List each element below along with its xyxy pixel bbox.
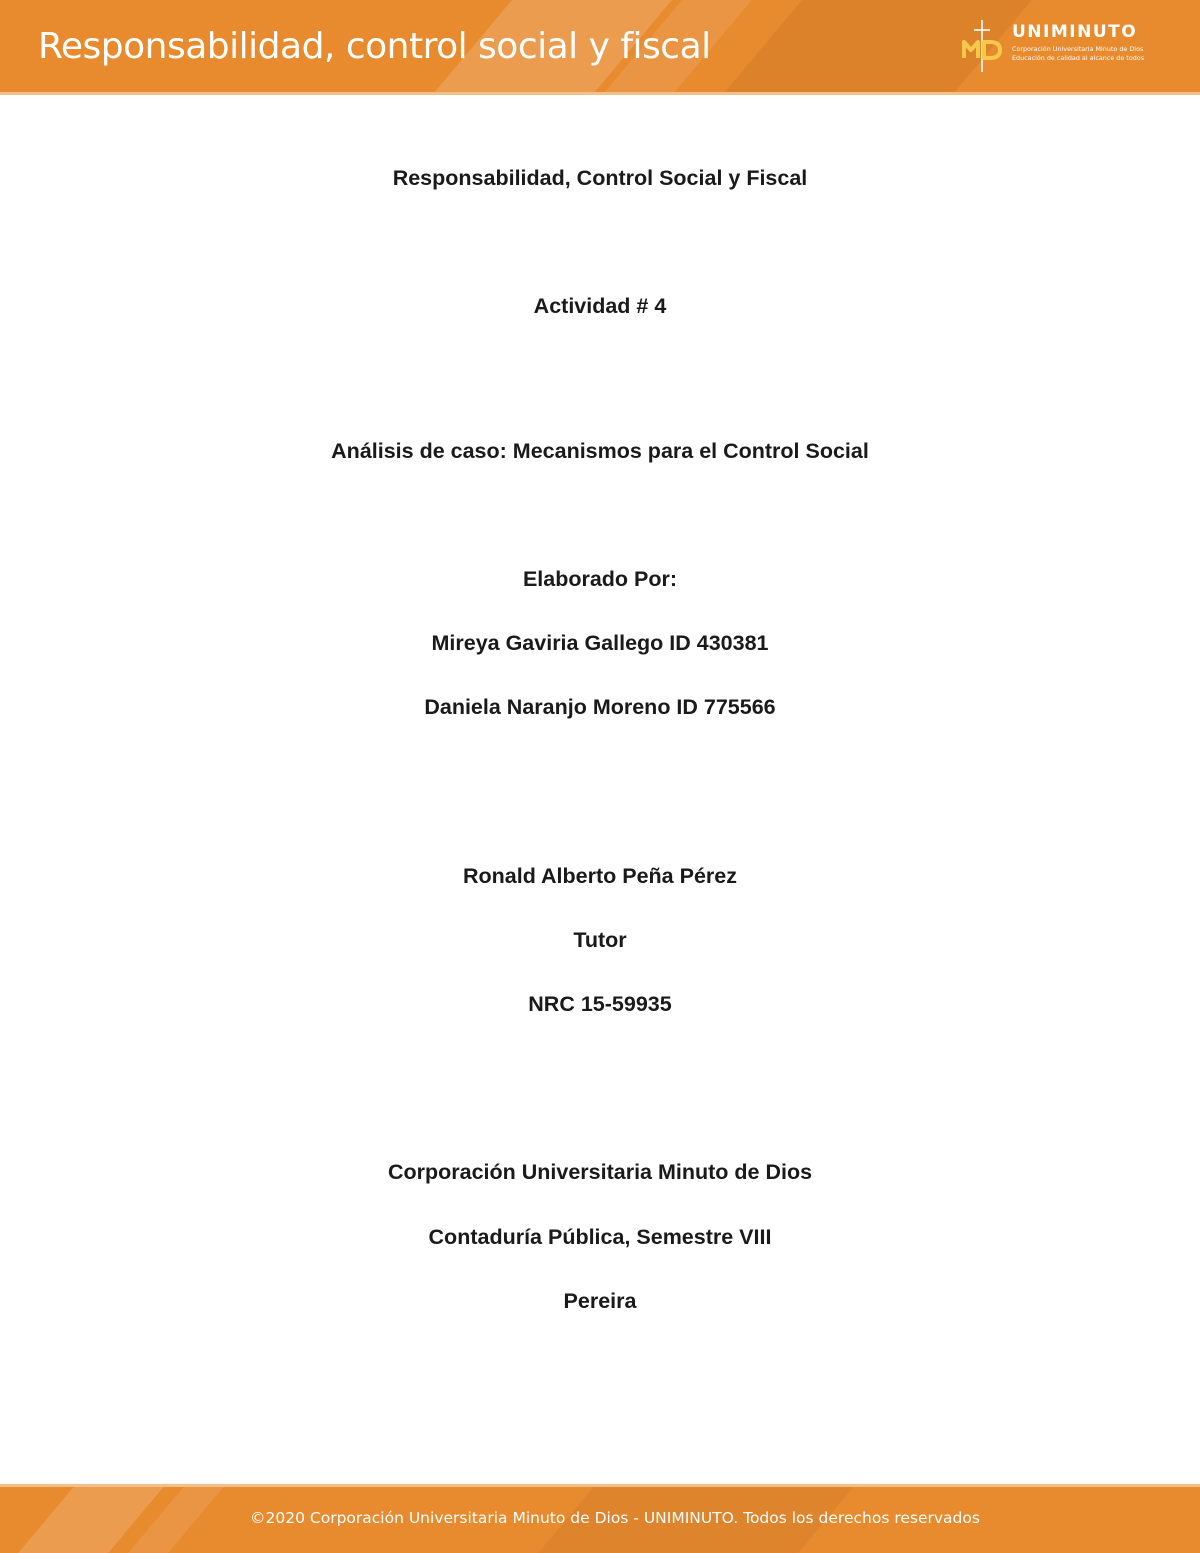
header-divider <box>0 92 1200 95</box>
tutor-name: Ronald Alberto Peña Pérez <box>463 864 737 888</box>
uniminuto-md-logo-icon <box>960 18 1004 74</box>
nrc-code: NRC 15-59935 <box>528 992 672 1016</box>
activity-title: Actividad # 4 <box>533 294 667 318</box>
program-semester: Contaduría Pública, Semestre VIII <box>428 1225 772 1249</box>
prepared-by-label: Elaborado Por: <box>522 567 678 591</box>
author-name: Mireya Gaviria Gallego ID 430381 <box>431 631 769 655</box>
institution-name: Corporación Universitaria Minuto de Dios <box>387 1160 813 1184</box>
city: Pereira <box>563 1289 637 1313</box>
logo-tagline: Educación de calidad al alcance de todos <box>1012 54 1145 62</box>
case-title: Análisis de caso: Mecanismos para el Control Social <box>331 439 869 463</box>
page-footer <box>0 1487 1200 1553</box>
header-title: Responsabilidad, control social y fiscal <box>38 26 711 67</box>
footer-copyright: ©2020 Corporación Universitaria Minuto de Dios - UNIMINUTO. Todos los derechos reservados <box>250 1509 980 1527</box>
logo-subtitle: Corporación Universitaria Minuto de Dios <box>1012 45 1144 53</box>
tutor-label: Tutor <box>573 928 627 952</box>
author-name: Daniela Naranjo Moreno ID 775566 <box>424 695 776 719</box>
logo-name: UNIMINUTO <box>1012 22 1138 42</box>
uniminuto-logo <box>960 18 1160 74</box>
course-title: Responsabilidad, Control Social y Fiscal <box>392 166 808 190</box>
page-header <box>0 0 1200 92</box>
